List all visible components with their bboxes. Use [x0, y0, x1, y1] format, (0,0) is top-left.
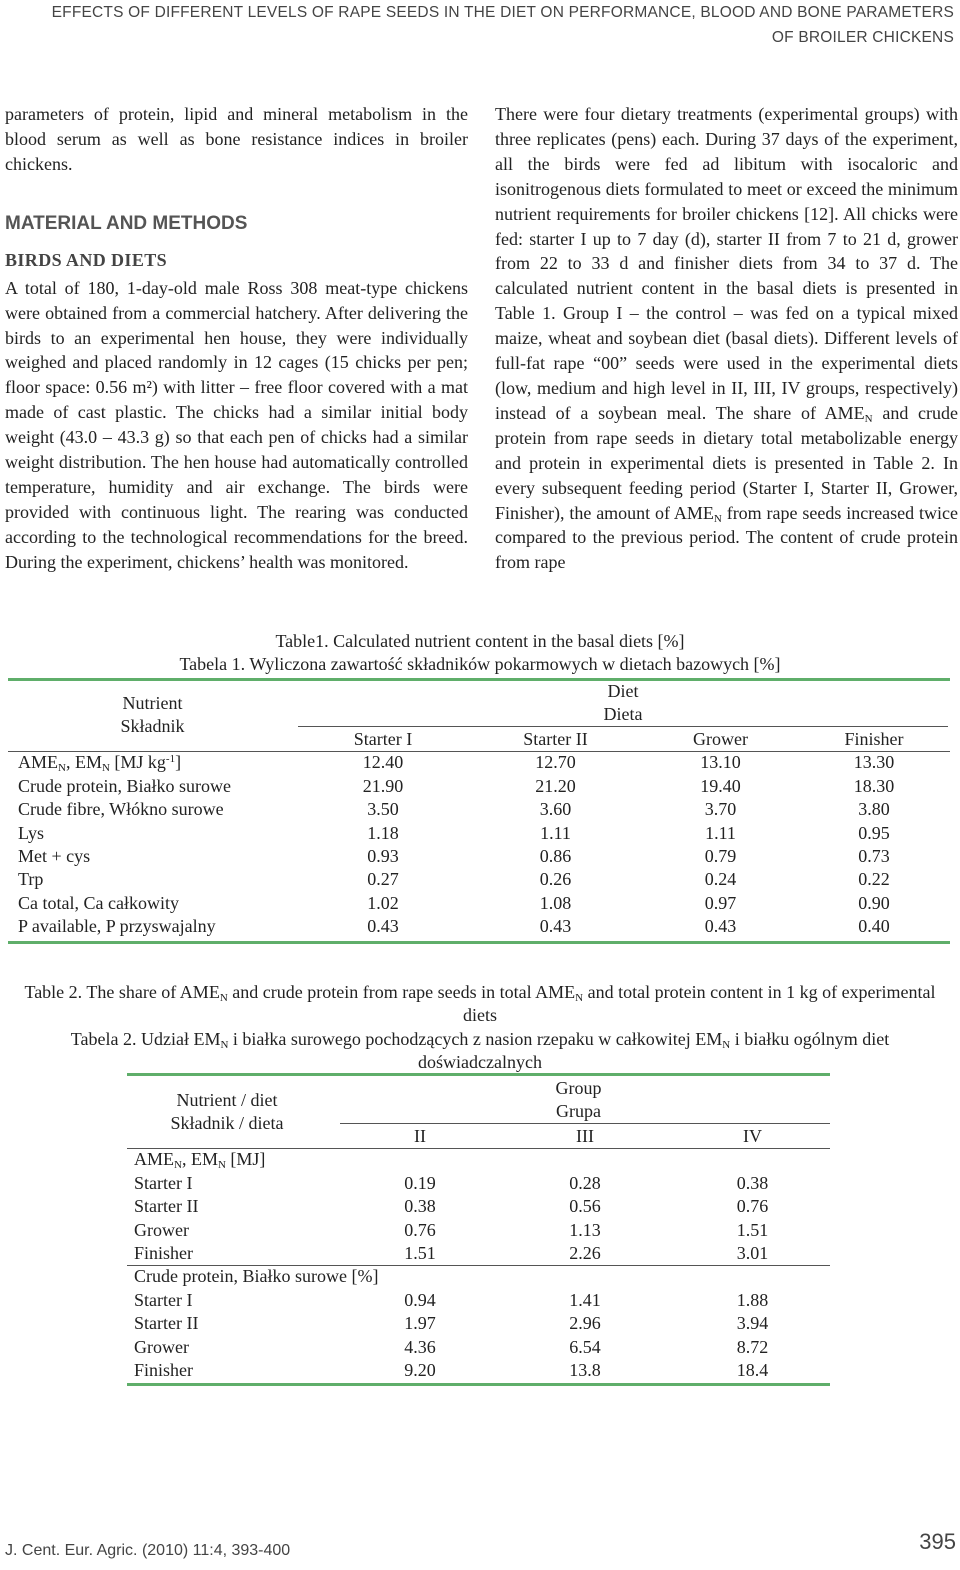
table1-caption-en: Table1. Calculated nutrient content in the basal diets [%]	[275, 631, 685, 651]
table-cell: 0.76	[736, 1196, 769, 1217]
row-label: Grower	[134, 1336, 189, 1357]
row-label: Crude protein, Białko surowe	[18, 775, 231, 796]
table-cell: 18.4	[736, 1360, 769, 1381]
left-header-pl: Składnik / dieta	[170, 1113, 284, 1134]
table1	[8, 728, 950, 939]
table-cell: 0.22	[858, 869, 890, 890]
table-row	[8, 798, 950, 821]
table-cell: 1.97	[404, 1313, 436, 1334]
table-row	[127, 1195, 830, 1218]
table-cell: 0.43	[704, 916, 737, 937]
table2-bottom-rule	[127, 1383, 830, 1386]
text-run: ]	[175, 752, 182, 773]
table-cell: 1.02	[367, 892, 399, 913]
text-run: , EM	[181, 1149, 218, 1170]
page-number: 395	[919, 1529, 956, 1554]
table-cell: 0.24	[704, 869, 737, 890]
table1-diet-rule	[298, 726, 948, 727]
table-cell: 2.96	[569, 1313, 601, 1334]
group-header-pl: Grupa	[556, 1101, 601, 1122]
left-header-en: Nutrient / diet	[176, 1090, 278, 1110]
table-cell: 0.76	[404, 1219, 436, 1240]
running-head-line-2: OF BROILER CHICKENS	[771, 29, 954, 46]
text-run: AME	[134, 1149, 174, 1170]
table-cell: 18.30	[853, 775, 895, 796]
table-cell: 19.40	[700, 775, 741, 796]
table1-caption	[0, 630, 960, 677]
superscript: -1	[165, 753, 176, 766]
table-cell: 4.36	[404, 1336, 436, 1357]
table1-bottom-rule	[8, 941, 950, 944]
table-cell: 2.26	[569, 1243, 601, 1264]
text-run: Tabela 2. Udział EM	[70, 1028, 221, 1049]
table2-caption-pl	[20, 1028, 940, 1075]
table-row	[8, 822, 950, 845]
table-cell: 0.43	[367, 916, 399, 937]
table-cell: 3.80	[858, 799, 890, 820]
subscript-n: N	[713, 512, 722, 525]
table2-group-rule	[340, 1123, 830, 1124]
table-cell: 12.40	[362, 752, 404, 773]
table-cell: 13.10	[700, 752, 741, 773]
table1-body	[8, 775, 950, 939]
table-row	[8, 845, 950, 868]
table-cell: 0.26	[539, 869, 572, 890]
table-cell: 8.72	[736, 1336, 769, 1357]
table-cell: 0.43	[539, 916, 572, 937]
subscript-n: N	[220, 1038, 229, 1051]
column-header: Finisher	[844, 729, 904, 749]
table1-caption-pl: Tabela 1. Wyliczona zawartość składników pokarmowych w dietach bazowych [%]	[179, 654, 781, 675]
table2-energy-body	[127, 1172, 830, 1266]
table-cell: 1.18	[367, 822, 399, 843]
table2-top-rule	[127, 1073, 830, 1076]
table-row	[127, 1219, 830, 1242]
table-cell: 3.01	[736, 1243, 769, 1264]
text-run: , EM	[65, 752, 102, 773]
table-row	[127, 1312, 830, 1335]
table2-protein-body	[127, 1289, 830, 1383]
nutrient-header-en: Nutrient	[122, 693, 183, 713]
table-cell: 3.70	[704, 799, 737, 820]
text-run: [MJ kg	[109, 752, 166, 773]
table-row	[127, 1242, 830, 1265]
row-label: Starter I	[134, 1172, 193, 1193]
table-row	[8, 775, 950, 798]
table-cell: 0.79	[704, 846, 737, 867]
row-label: Starter II	[134, 1196, 199, 1217]
right-column	[495, 102, 958, 575]
table-cell: 0.93	[367, 846, 399, 867]
column-header: III	[576, 1126, 594, 1146]
column-header: Starter I	[353, 729, 413, 749]
subscript-n: N	[864, 412, 873, 425]
table-row	[127, 1172, 830, 1195]
subscript-n: N	[575, 992, 584, 1004]
table-cell: 0.86	[539, 846, 572, 867]
text-run: [MJ]	[225, 1149, 266, 1170]
row-label: Trp	[18, 869, 44, 890]
table-cell: 3.50	[367, 799, 399, 820]
table2-energy-section-row	[127, 1148, 830, 1171]
body-paragraph-treatments	[495, 102, 958, 575]
text-run: i białka surowego pochodzących z nasion rzepaku w całkowitej EM	[228, 1028, 723, 1049]
body-paragraph-birds: A total of 180, 1-day-old male Ross 308 meat-type chickens were obtained from a commercial hatchery. After delivering the birds to an experimental hen house, they were individually weighed and placed randomly in 12 cages (15 chicks per pen; floor space: 0.56 m²) with litter – free floor covered with a mat made of cast plastic. The chicks had a similar initial body weight (43.0 – 43.3 g) so that each pen of chicks had a similar weight distribution. The hen house had automatically controlled temperature, humidity and air exchange. The birds were provided with continuous light. The rearing was conducted according to the technological recommendations for the breed. During the experiment, chickens’ health was monitored.	[5, 277, 468, 572]
row-label: Ca total, Ca całkowity	[18, 892, 179, 913]
subscript-n: N	[174, 1159, 182, 1172]
row-label: Lys	[18, 822, 45, 843]
table2	[127, 1125, 830, 1382]
table1-diet-header	[298, 680, 948, 727]
running-head-line-1: EFFECTS OF DIFFERENT LEVELS OF RAPE SEEDS IN THE DIET ON PERFORMANCE, BLOOD AND BONE PARAMETERS	[51, 4, 954, 21]
subscript-n: N	[722, 1038, 731, 1051]
column-header: II	[414, 1126, 426, 1146]
table-cell: 0.56	[569, 1196, 601, 1217]
table1-header-rule	[8, 751, 950, 752]
text-run: and crude protein from rape seeds in dietary total metabolizable energy and protein in experimental diets is presented in Table 2. In every subsequent feeding period (Starter I, Starter II, Grower, Finisher), the amount of AME	[495, 402, 958, 523]
table-cell: 0.90	[858, 892, 890, 913]
table-cell: 1.11	[540, 822, 571, 843]
row-label: Met + cys	[18, 846, 91, 867]
table1-empty-header-cell	[8, 728, 298, 751]
row-label: Starter I	[134, 1289, 193, 1310]
subscript-n: N	[219, 992, 228, 1004]
protein-section-label: Crude protein, Białko surowe [%]	[134, 1266, 379, 1287]
table-cell: 13.8	[569, 1360, 601, 1381]
table-cell: 1.88	[736, 1289, 769, 1310]
table-cell: 1.51	[404, 1243, 436, 1264]
intro-paragraph: parameters of protein, lipid and mineral metabolism in the blood serum as well as bone resistance indices in broiler chickens.	[5, 104, 468, 174]
table2-column-header-row	[127, 1125, 830, 1148]
diet-header-pl: Dieta	[603, 704, 643, 725]
table-row	[8, 892, 950, 915]
column-header: Grower	[693, 729, 748, 749]
table1-column-header-row	[8, 728, 950, 751]
table2-protein-section-row	[127, 1265, 830, 1288]
table-cell: 13.30	[853, 752, 895, 773]
running-head	[14, 0, 954, 50]
table-cell: 0.73	[858, 846, 890, 867]
text-run: from rape seeds increased twice compared to the previous period. The content of crude protein from rape	[495, 502, 958, 573]
subscript-n: N	[58, 762, 66, 775]
table2-section-rule	[127, 1265, 830, 1266]
group-header-en: Group	[555, 1078, 602, 1098]
row-label: P available, P przyswajalny	[18, 916, 216, 937]
text-run: i białku ogólnym diet doświadczalnych	[418, 1028, 890, 1072]
table-cell: 9.20	[404, 1360, 436, 1381]
text-run: Table 2. The share of AME	[24, 982, 220, 1002]
table-cell: 6.54	[569, 1336, 601, 1357]
row-label: Starter II	[134, 1313, 199, 1334]
table2-header-rule	[127, 1148, 830, 1149]
text-run: and total protein content in 1 kg of experimental diets	[463, 982, 936, 1026]
table-cell: 21.20	[535, 775, 576, 796]
table2-caption-en	[20, 981, 940, 1028]
text-run: and crude protein from rape seeds in total AME	[227, 982, 576, 1002]
table-cell: 1.11	[705, 822, 736, 843]
table-cell: 0.19	[404, 1172, 436, 1193]
table-row	[127, 1289, 830, 1312]
column-header: Starter II	[523, 729, 588, 749]
subscript-n: N	[217, 1159, 226, 1172]
row-label: Crude fibre, Włókno surowe	[18, 799, 224, 820]
table-cell: 0.28	[569, 1172, 601, 1193]
table-cell: 3.94	[736, 1313, 769, 1334]
text-run: There were four dietary treatments (experimental groups) with three replicates (pens) each. During 37 days of the experiment, all the birds were fed ad libitum with isocaloric and isonitrogenous diets formulated to meet or exceed the minimum nutrient requirements for broiler chickens [12]. All chicks were fed: starter I up to 7 day (d), starter II from 7 to 21 d, grower from 22 to 33 d and finisher diets from 34 to 37 d. The calculated nutrient content in the basal diets is presented in Table 1. Group I – the control – was fed on a typical mixed maize, wheat and soybean diet (basal diets). Different levels of full-fat rape “00” seeds were used in the experimental diets (low, medium and high level in II, III, IV groups, respectively) instead of a soybean meal. The share of AME	[495, 104, 958, 423]
table2-group-header	[327, 1077, 830, 1124]
row-label-energy	[8, 751, 298, 774]
row-label: Finisher	[134, 1360, 194, 1381]
table-cell: 1.41	[569, 1289, 601, 1310]
column-header: IV	[743, 1126, 762, 1146]
nutrient-header-pl: Składnik	[120, 716, 185, 737]
table-row	[127, 1336, 830, 1359]
text-run: AME	[18, 752, 58, 773]
left-column	[5, 102, 468, 575]
table-cell: 1.13	[569, 1219, 601, 1240]
table-cell: 12.70	[535, 752, 576, 773]
journal-citation: J. Cent. Eur. Agric. (2010) 11:4, 393-400	[5, 1542, 291, 1559]
table-row	[8, 915, 950, 938]
table-cell: 0.95	[858, 822, 890, 843]
table-cell: 0.38	[404, 1196, 436, 1217]
table-cell: 0.40	[858, 916, 890, 937]
table-row	[127, 1359, 830, 1382]
table-cell: 0.94	[404, 1289, 436, 1310]
table-cell: 0.97	[704, 892, 737, 913]
table2-empty-header-cell	[127, 1125, 345, 1148]
table-cell: 1.08	[539, 892, 572, 913]
table-row	[8, 868, 950, 891]
row-label: Finisher	[134, 1243, 194, 1264]
table-cell: 21.90	[362, 775, 404, 796]
table-cell: 0.27	[367, 869, 399, 890]
energy-section-label	[127, 1148, 830, 1171]
subsection-heading: BIRDS AND DIETS	[5, 249, 168, 270]
row-label: Grower	[134, 1219, 189, 1240]
table-cell: 1.51	[736, 1219, 769, 1240]
diet-header-en: Diet	[607, 681, 639, 701]
table2-caption	[20, 981, 940, 1074]
subscript-n: N	[101, 762, 110, 775]
table-cell: 0.38	[736, 1172, 769, 1193]
section-heading: MATERIAL AND METHODS	[5, 212, 248, 234]
table-row	[8, 751, 950, 774]
table-cell: 3.60	[539, 799, 572, 820]
